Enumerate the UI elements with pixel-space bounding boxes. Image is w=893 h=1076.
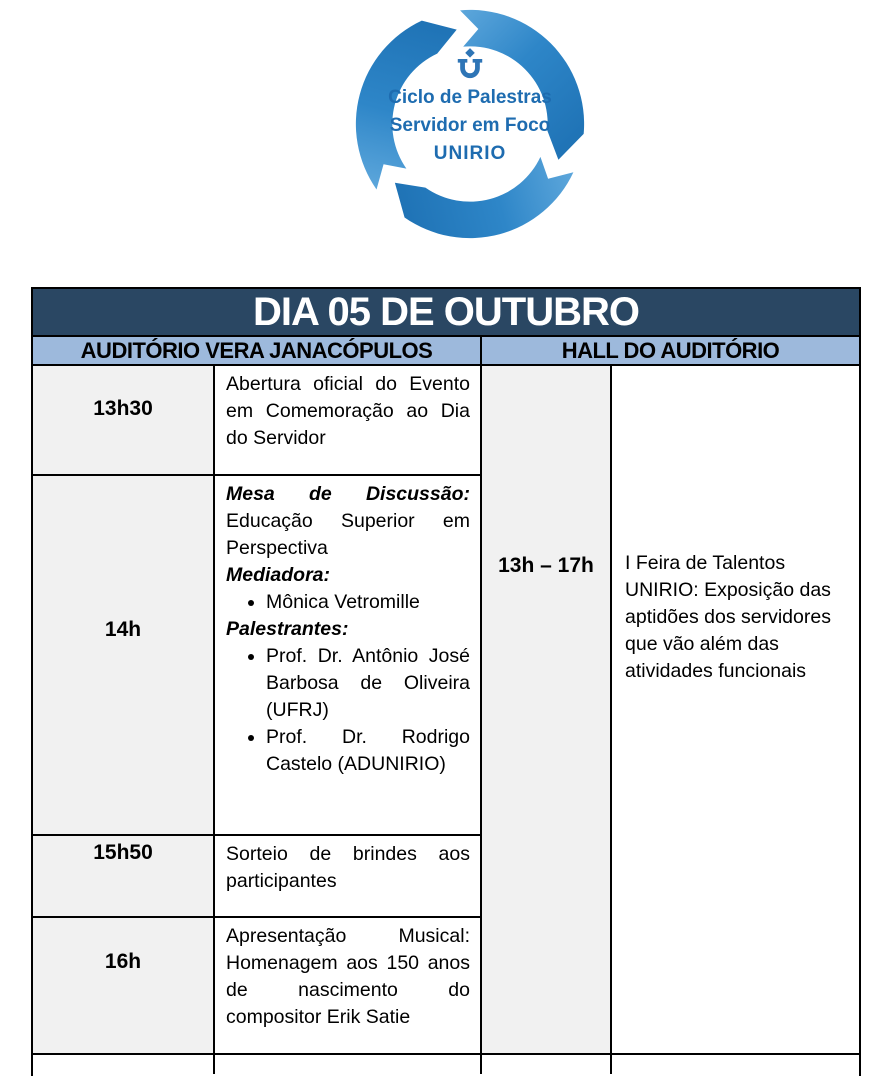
table-row-16h [33, 918, 480, 1055]
day-title: DIA 05 DE OUTUBRO [252, 289, 639, 334]
event-description: Apresentação Musical: Homenagem aos 150 anos de nascimento do compositor Erik Satie [226, 925, 470, 1028]
time-cell: 13h – 17h [482, 366, 612, 1053]
event-logo [352, 6, 588, 242]
table-row-partial [482, 1055, 859, 1074]
time-cell: 15h50 [33, 836, 215, 916]
time-cell: 16h [33, 918, 215, 1053]
table-row-13h30 [33, 366, 480, 476]
speaker-item: • Prof. Dr. Rodrigo Castelo (ADUNIRIO) [266, 724, 470, 778]
logo-subtitle: Servidor em Foco [389, 115, 551, 136]
event-description-cell [215, 918, 480, 1053]
table-row-13h-17h [482, 366, 859, 1055]
time-cell [33, 1055, 215, 1074]
event-description-cell [215, 366, 480, 474]
logo-org: UNIRIO [433, 143, 507, 164]
venue-header-left: AUDITÓRIO VERA JANACÓPULOS [33, 337, 482, 364]
table-row-14h [33, 476, 480, 836]
time-cell: 13h30 [33, 366, 215, 474]
time-cell [482, 1055, 612, 1074]
discussion-paragraph [226, 481, 470, 562]
logo-text-block [352, 6, 588, 242]
discussion-title: Educação Superior em Perspectiva [226, 510, 470, 559]
speakers-label: Palestrantes: [226, 618, 349, 640]
table-row-15h50 [33, 836, 480, 918]
schedule-body [33, 366, 859, 1074]
discussion-label: Mesa de Discussão: [226, 483, 470, 505]
event-description-cell [215, 836, 480, 916]
mediator-item: • Mônica Vetromille [266, 589, 470, 616]
speaker-item: • Prof. Dr. Antônio José Barbosa de Oliveira (UFRJ) [266, 643, 470, 724]
hall-column [482, 366, 859, 1074]
event-description-cell: I Feira de Talentos UNIRIO: Exposição das aptidões dos servidores que vão além das atividades funcionais [625, 552, 831, 682]
table-row-partial [33, 1055, 480, 1074]
speakers-label-paragraph [226, 616, 470, 643]
unirio-emblem-icon [453, 48, 487, 80]
mediator-list [226, 589, 470, 616]
event-description: Sorteio de brindes aos participantes [226, 843, 470, 892]
schedule-table [31, 287, 861, 1076]
day-title-row [33, 289, 859, 337]
venue-header-right: HALL DO AUDITÓRIO [561, 337, 780, 363]
time-cell: 14h [33, 476, 215, 834]
auditorio-column [33, 366, 482, 1074]
venue-header-row [33, 337, 859, 366]
event-description: Abertura oficial do Evento em Comemoração ao Dia do Servidor [226, 373, 470, 449]
event-description-cell [215, 476, 480, 834]
mediator-label: Mediadora: [226, 564, 331, 586]
speakers-list [226, 643, 470, 778]
event-description-cell [215, 1055, 480, 1074]
mediator-label-paragraph [226, 562, 470, 589]
logo-title: Ciclo de Palestras [388, 87, 552, 108]
